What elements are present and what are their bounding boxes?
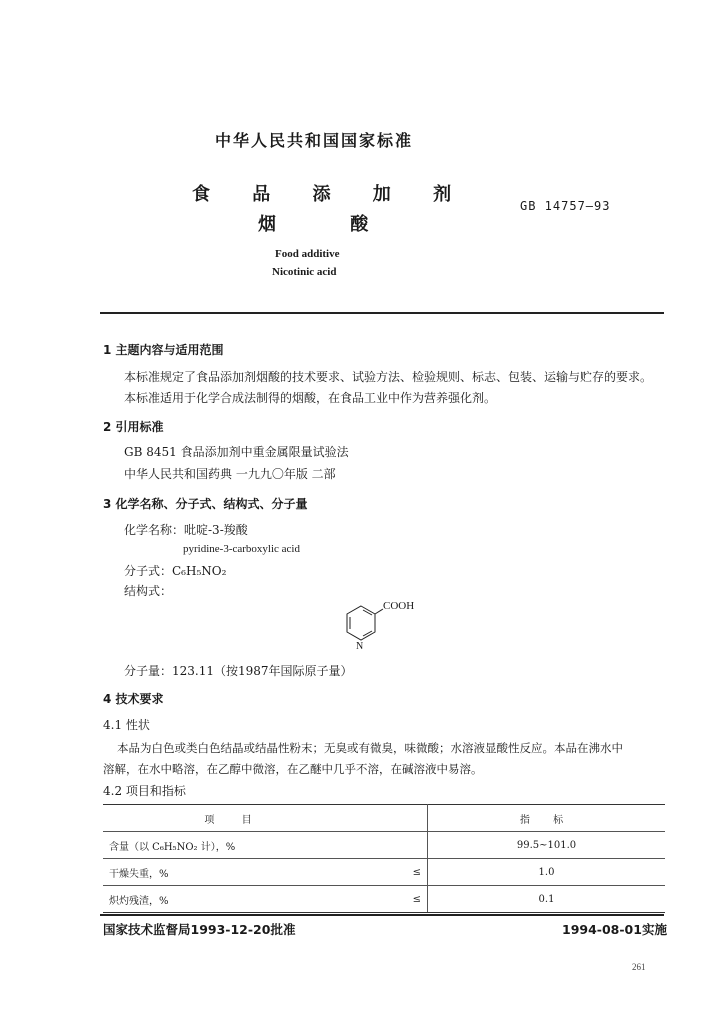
nitrogen-label: N: [356, 641, 364, 652]
section-2-heading: 2 引用标准: [103, 420, 164, 434]
pyridine-ring: [347, 606, 375, 640]
approval-info: 国家技术监督局1993-12-20批准: [103, 922, 296, 937]
specification-table: [103, 804, 665, 913]
section-1-heading: 1 主题内容与适用范围: [103, 343, 224, 357]
header-qualifier: [365, 805, 428, 832]
section-3-heading: 3 化学名称、分子式、结构式、分子量: [103, 497, 308, 511]
section-4-1-paragraph-1: 本品为白色或类白色结晶或结晶性粉末；无臭或有微臭，味微酸；水溶液显酸性反应。本品在沸水中: [117, 741, 623, 755]
row-value: 1.0: [428, 859, 666, 886]
row-qualifier: ≤: [365, 886, 428, 913]
row-value: 99.5~101.0: [428, 832, 666, 859]
structure-label: 结构式：: [124, 584, 173, 598]
section-4-heading: 4 技术要求: [103, 692, 164, 706]
header-divider: [100, 312, 664, 314]
doc-title-line1: 食 品 添 加 剂: [192, 184, 470, 205]
section-4-1-heading: 4.1 性状: [103, 718, 150, 732]
row-qualifier: ≤: [365, 859, 428, 886]
english-title-2: Nicotinic acid: [272, 266, 337, 278]
org-title: [0, 128, 722, 151]
section-1-paragraph-2: 本标准适用于化学合成法制得的烟酸，在食品工业中作为营养强化剂。: [124, 391, 497, 405]
table-row: [103, 886, 665, 913]
row-item: 含量（以 C₆H₅NO₂ 计），%: [103, 832, 365, 859]
table-row: [103, 859, 665, 886]
row-value: 0.1: [428, 886, 666, 913]
footer-divider: [100, 914, 664, 916]
chemical-name-english: pyridine-3-carboxylic acid: [183, 543, 300, 555]
molecular-formula: 分子式：C₆H₅NO₂: [124, 564, 227, 578]
org-title-text: 中华人民共和国国家标准: [214, 131, 413, 150]
table-header-row: [103, 805, 665, 832]
implementation-date: 1994-08-01实施: [562, 922, 667, 937]
english-title-1: Food additive: [275, 248, 340, 260]
row-item: 炽灼残渣，%: [103, 886, 365, 913]
section-4-2-heading: 4.2 项目和指标: [103, 784, 186, 798]
standard-number: GB 14757—93: [520, 199, 611, 213]
chemical-name: 化学名称：吡啶-3-羧酸: [124, 523, 248, 537]
carboxyl-bond: [375, 609, 383, 614]
doc-title-line2: 烟 酸: [258, 214, 403, 235]
reference-2: 中华人民共和国药典 一九九〇年版 二部: [124, 467, 336, 481]
row-item: 干燥失重，%: [103, 859, 365, 886]
header-item: 项 目: [103, 805, 365, 832]
row-qualifier: [365, 832, 428, 859]
molecular-mass: 分子量：123.11（按1987年国际原子量）: [124, 664, 353, 678]
page-number: 261: [632, 962, 646, 972]
cooh-label: COOH: [383, 600, 415, 612]
header-value: 指 标: [428, 805, 666, 832]
reference-1: GB 8451 食品添加剂中重金属限量试验法: [124, 445, 349, 459]
section-1-paragraph-1: 本标准规定了食品添加剂烟酸的技术要求、试验方法、检验规则、标志、包装、运输与贮存的要求。: [124, 370, 653, 384]
section-4-1-paragraph-2: 溶解，在水中略溶，在乙醇中微溶，在乙醚中几乎不溶，在碱溶液中易溶。: [103, 762, 483, 776]
table-row: [103, 832, 665, 859]
